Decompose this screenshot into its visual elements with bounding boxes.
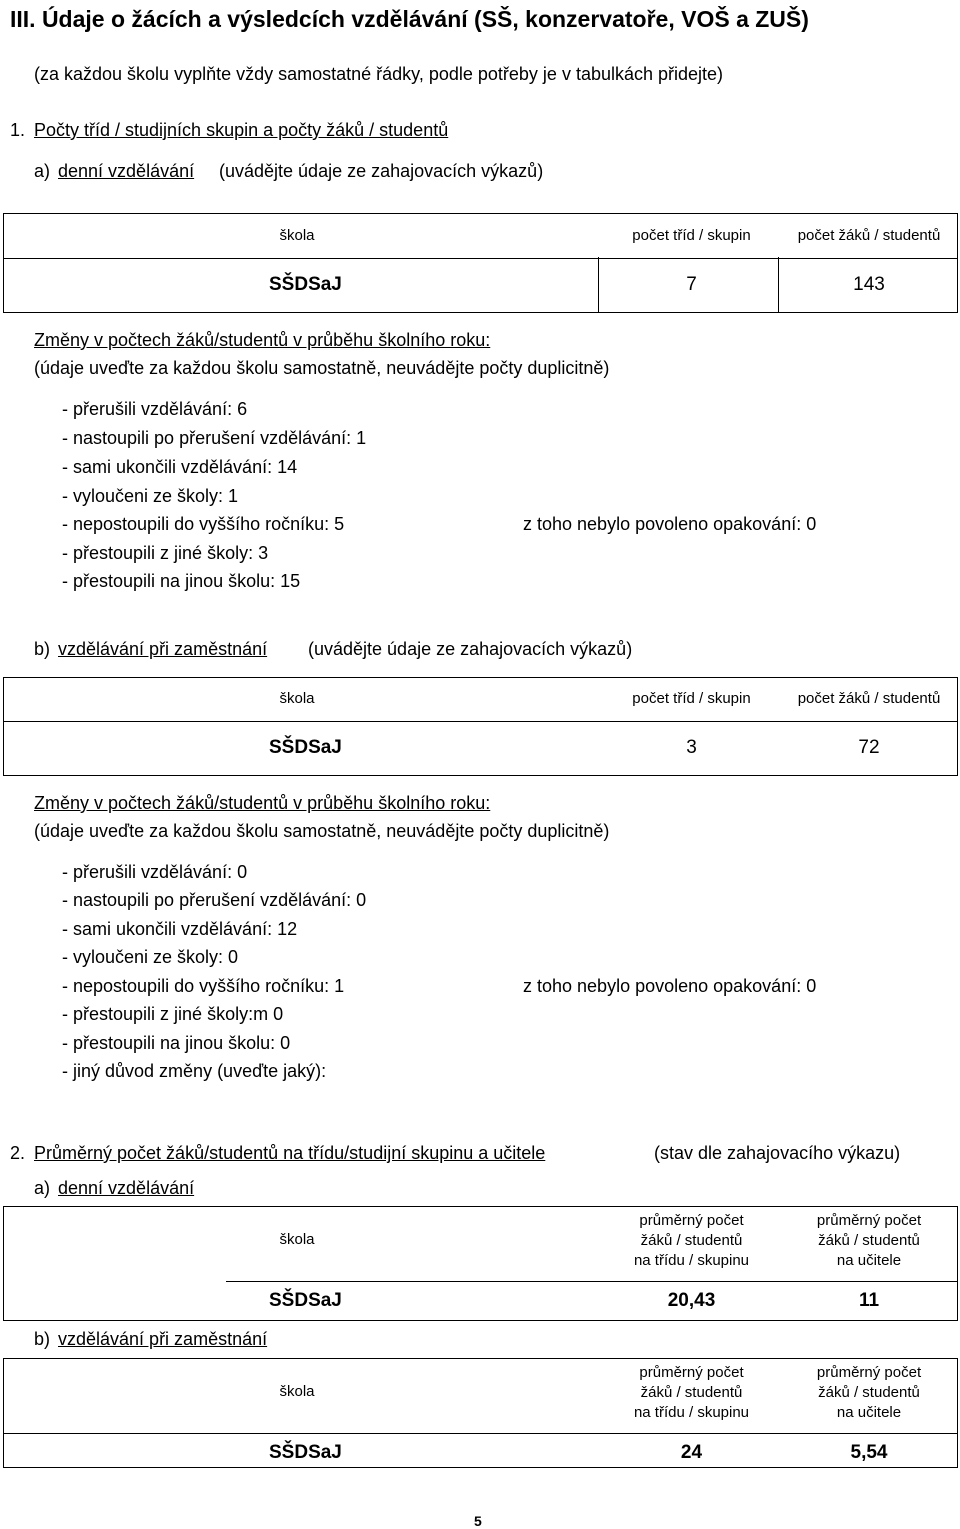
table-header-avg-class bbox=[604, 1363, 779, 1423]
section2-number: 2. bbox=[10, 1143, 26, 1163]
table-col-divider bbox=[778, 257, 779, 313]
table-2b bbox=[3, 1358, 958, 1468]
table-header-school: škola bbox=[279, 690, 315, 707]
header-line: průměrný počet bbox=[816, 1364, 922, 1381]
table-header-school: škola bbox=[279, 1383, 315, 1400]
section1-number: 1. bbox=[10, 120, 26, 140]
table-header-classes: počet tříd / skupin bbox=[632, 690, 751, 707]
section2-title: Průměrný počet žáků/studentů na třídu/studijní skupinu a učitele bbox=[34, 1143, 546, 1163]
table-cell-students: 143 bbox=[853, 274, 885, 295]
table-header-students: počet žáků / studentů bbox=[797, 690, 941, 707]
section1a-title: denní vzdělávání bbox=[58, 161, 195, 181]
list-item: - vyloučeni ze školy: 0 bbox=[62, 947, 239, 967]
section2-note: (stav dle zahajovacího výkazu) bbox=[654, 1143, 901, 1163]
table-row-divider bbox=[4, 258, 957, 259]
section1b-title: vzdělávání při zaměstnání bbox=[58, 639, 268, 659]
table-cell-school: SŠDSaJ bbox=[269, 737, 342, 758]
page-number: 5 bbox=[474, 1513, 482, 1529]
header-line: žáků / studentů bbox=[640, 1232, 743, 1249]
table-1b bbox=[3, 677, 958, 776]
section1b-prefix: b) bbox=[34, 639, 51, 659]
table-col-divider bbox=[598, 257, 599, 313]
table-cell-students: 72 bbox=[858, 737, 880, 758]
side-note: z toho nebylo povoleno opakování: 0 bbox=[523, 976, 817, 996]
section2b-prefix: b) bbox=[34, 1329, 51, 1349]
list-item: - jiný důvod změny (uveďte jaký): bbox=[62, 1061, 327, 1081]
table-row-divider bbox=[226, 1281, 957, 1282]
section2b-title: vzdělávání při zaměstnání bbox=[58, 1329, 268, 1349]
side-note: z toho nebylo povoleno opakování: 0 bbox=[523, 514, 817, 534]
list-item: - přerušili vzdělávání: 6 bbox=[62, 399, 248, 419]
section1b-changes-note: (údaje uveďte za každou školu samostatně, neuvádějte počty duplicitně) bbox=[34, 821, 610, 841]
header-line: na třídu / skupinu bbox=[633, 1404, 750, 1421]
list-item: - přerušili vzdělávání: 0 bbox=[62, 862, 248, 882]
table-cell-classes: 7 bbox=[686, 274, 697, 295]
section2a-prefix: a) bbox=[34, 1178, 51, 1198]
list-item: - přestoupili z jiné školy: 3 bbox=[62, 543, 269, 563]
table-1a bbox=[3, 213, 958, 313]
table-cell-avg-class: 24 bbox=[680, 1442, 703, 1463]
section1a-note: (uvádějte údaje ze zahajovacích výkazů) bbox=[219, 161, 544, 181]
section1b-changes-title: Změny v počtech žáků/studentů v průběhu školního roku: bbox=[34, 793, 491, 813]
list-item: - nepostoupili do vyššího ročníku: 5 bbox=[62, 514, 345, 534]
section1b-note: (uvádějte údaje ze zahajovacích výkazů) bbox=[308, 639, 633, 659]
header-line: průměrný počet bbox=[816, 1212, 922, 1229]
list-item: - nastoupili po přerušení vzdělávání: 1 bbox=[62, 428, 367, 448]
list-item: - sami ukončili vzdělávání: 14 bbox=[62, 457, 298, 477]
table-header-school: škola bbox=[279, 227, 315, 244]
table-header-avg-class bbox=[604, 1211, 779, 1271]
list-item: - vyloučeni ze školy: 1 bbox=[62, 486, 239, 506]
table-header-school: škola bbox=[279, 1231, 315, 1248]
header-line: na učitele bbox=[836, 1404, 902, 1421]
page-subheading: (za každou školu vyplňte vždy samostatné řádky, podle potřeby je v tabulkách přidejte) bbox=[34, 64, 724, 84]
header-line: průměrný počet bbox=[639, 1364, 744, 1381]
table-header-classes: počet tříd / skupin bbox=[632, 227, 751, 244]
header-line: žáků / studentů bbox=[818, 1384, 920, 1401]
table-cell-school: SŠDSaJ bbox=[269, 274, 342, 295]
section1a-changes-note: (údaje uveďte za každou školu samostatně, neuvádějte počty duplicitně) bbox=[34, 358, 610, 378]
header-line: žáků / studentů bbox=[640, 1384, 743, 1401]
header-line: žáků / studentů bbox=[818, 1232, 920, 1249]
table-cell-classes: 3 bbox=[686, 737, 697, 758]
header-line: průměrný počet bbox=[639, 1212, 744, 1229]
list-item: - přestoupili z jiné školy:m 0 bbox=[62, 1004, 284, 1024]
table-cell-school: SŠDSaJ bbox=[269, 1442, 342, 1463]
table-2a bbox=[3, 1206, 958, 1321]
list-item: - přestoupili na jinou školu: 15 bbox=[62, 571, 301, 591]
section1a-changes-title: Změny v počtech žáků/studentů v průběhu školního roku: bbox=[34, 330, 491, 350]
table-row-divider bbox=[4, 721, 957, 722]
section1a-prefix: a) bbox=[34, 161, 51, 181]
header-line: na učitele bbox=[836, 1252, 902, 1269]
header-line: na třídu / skupinu bbox=[633, 1252, 750, 1269]
table-cell-avg-teacher: 11 bbox=[858, 1290, 880, 1311]
list-item: - přestoupili na jinou školu: 0 bbox=[62, 1033, 291, 1053]
table-row-divider bbox=[4, 1433, 957, 1434]
table-cell-school: SŠDSaJ bbox=[269, 1290, 342, 1311]
page-heading: III. Údaje o žácích a výsledcích vzdělávání (SŠ, konzervatoře, VOŠ a ZUŠ) bbox=[10, 6, 809, 32]
section2a-title: denní vzdělávání bbox=[58, 1178, 195, 1198]
table-cell-avg-teacher: 5,54 bbox=[850, 1442, 888, 1463]
table-cell-avg-class: 20,43 bbox=[667, 1290, 716, 1311]
table-header-avg-teacher bbox=[784, 1363, 954, 1423]
section1-title: Počty tříd / studijních skupin a počty žáků / studentů bbox=[34, 120, 449, 140]
list-item: - nepostoupili do vyššího ročníku: 1 bbox=[62, 976, 345, 996]
table-header-students: počet žáků / studentů bbox=[797, 227, 941, 244]
list-item: - nastoupili po přerušení vzdělávání: 0 bbox=[62, 890, 367, 910]
list-item: - sami ukončili vzdělávání: 12 bbox=[62, 919, 298, 939]
table-header-avg-teacher bbox=[784, 1211, 954, 1271]
